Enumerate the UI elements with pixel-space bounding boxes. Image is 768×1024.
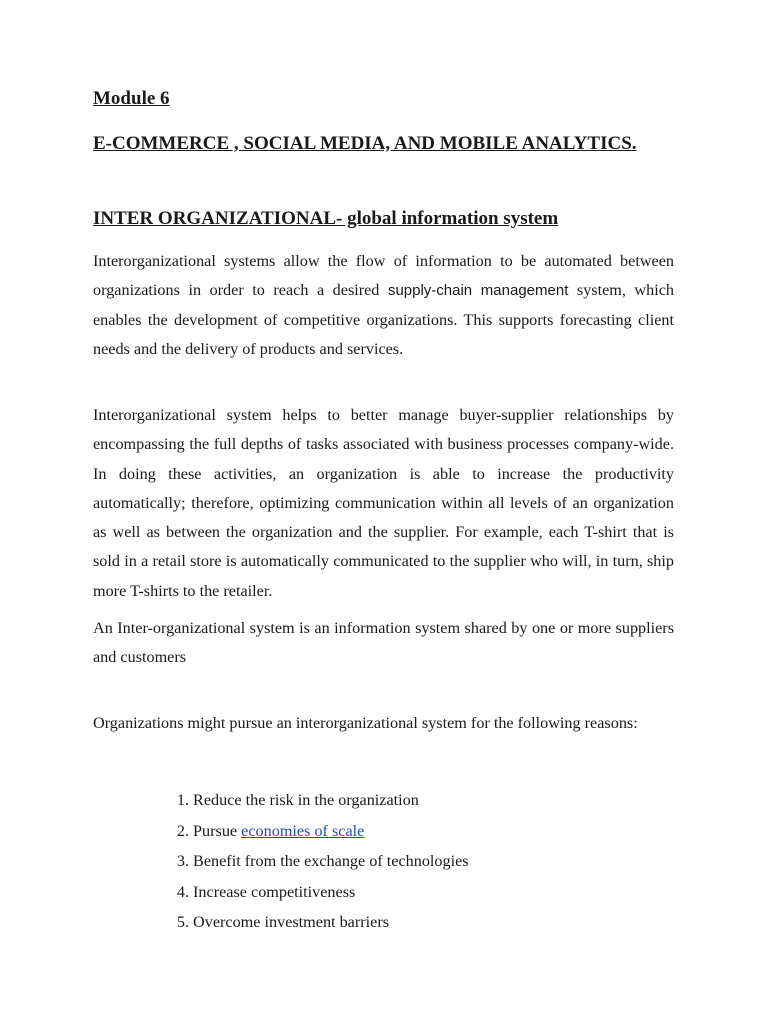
list-item-text: Overcome investment barriers	[193, 913, 390, 931]
list-item	[157, 785, 469, 816]
list-number: 5.	[176, 913, 189, 931]
list-item	[157, 816, 469, 847]
paragraph-intro	[93, 247, 674, 364]
list-number: 1.	[176, 791, 189, 809]
list-item	[157, 846, 469, 877]
list-item	[157, 907, 469, 938]
paragraph-intro-end: system, which enables the development of competitive organizations. This supports forecasting client needs and the delivery of products and services.	[93, 281, 674, 358]
list-item-text: Benefit from the exchange of technologies	[193, 852, 469, 870]
module-title: Module 6	[93, 88, 170, 109]
list-item-text: Reduce the risk in the organization	[193, 791, 419, 809]
list-number: 2.	[176, 821, 189, 840]
section-heading-ecommerce: E-COMMERCE , SOCIAL MEDIA, AND MOBILE ANALYTICS.	[93, 133, 637, 154]
list-item	[157, 877, 469, 908]
supply-chain-term: supply-chain management	[387, 282, 569, 300]
list-number: 3.	[176, 852, 189, 870]
list-item-text: Pursue	[193, 821, 242, 840]
economies-of-scale-link[interactable]: economies of scale	[241, 821, 365, 840]
document-page	[93, 0, 675, 1024]
list-number: 4.	[176, 882, 189, 901]
reasons-list	[157, 785, 469, 938]
paragraph-reasons-intro: Organizations might pursue an interorganizational system for the following reasons:	[93, 714, 638, 732]
list-item-text: Increase competitiveness	[193, 882, 356, 901]
paragraph-buyer-supplier: Interorganizational system helps to better manage buyer-supplier relationships by encompassing the full depths of tasks associated with business processes company-wide. In doing these activities, an organization is able to increase the productivity automatically; therefore, optimizing communication within all levels of an organization as well as between the organization and the supplier. For example, each T-shirt that is sold in a retail store is automatically communicated to the supplier who will, in turn, ship more T-shirts to the retailer.	[93, 406, 674, 600]
section-heading-inter-organizational: INTER ORGANIZATIONAL- global information system	[93, 208, 559, 229]
paragraph-intro-start: Interorganizational systems allow the flow of information to be automated between organizations in order to reach a desired	[93, 252, 674, 300]
paragraph-definition: An Inter-organizational system is an information system shared by one or more suppliers and customers	[93, 619, 674, 667]
